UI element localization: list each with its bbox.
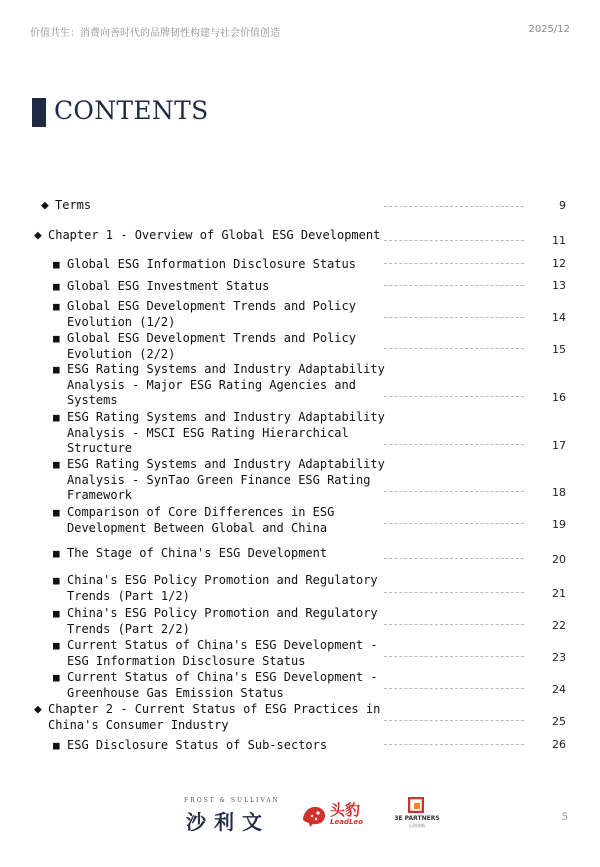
square-bullet-icon: ■ — [53, 300, 60, 313]
toc-page-number: 21 — [552, 587, 566, 600]
toc-label: Chapter 1 - Overview of Global ESG Development — [48, 228, 381, 242]
square-bullet-icon: ■ — [53, 574, 60, 587]
toc-label: Global ESG Development Trends and Policy Evolution (2/2) — [67, 331, 356, 361]
toc-label: Current Status of China's ESG Development - ESG Information Disclosure Status — [67, 638, 378, 668]
toc-page-number: 13 — [552, 279, 566, 292]
logo-text: 3E PARTNERS — [394, 815, 440, 822]
footer-logos — [0, 795, 600, 835]
toc-page-number: 11 — [552, 234, 566, 247]
square-logo-icon — [408, 797, 424, 813]
toc-label: Terms — [55, 198, 92, 212]
dotted-leader — [384, 240, 524, 241]
dotted-leader — [384, 558, 524, 559]
dotted-leader — [384, 285, 524, 286]
toc-label: ESG Rating Systems and Industry Adaptability Analysis - Major ESG Rating Agencies and Systems — [67, 362, 385, 407]
toc-page-number: 23 — [552, 651, 566, 664]
logo-text: FROST & SULLIVAN — [184, 797, 280, 804]
toc-page-number: 16 — [552, 391, 566, 404]
dotted-leader — [384, 592, 524, 593]
square-bullet-icon: ■ — [53, 671, 60, 684]
toc-label: Chapter 2 - Current Status of ESG Practices in China's Consumer Industry — [48, 702, 381, 732]
dotted-leader — [384, 688, 524, 689]
toc-label: ESG Rating Systems and Industry Adaptability Analysis - MSCI ESG Rating Hierarchical Structure — [67, 410, 385, 455]
square-bullet-icon: ■ — [53, 506, 60, 519]
toc-page-number: 26 — [552, 738, 566, 751]
toc-page-number: 18 — [552, 486, 566, 499]
toc-page-number: 20 — [552, 553, 566, 566]
toc-label: Global ESG Information Disclosure Status — [67, 257, 356, 271]
report-date: 2025/12 — [528, 24, 570, 35]
toc-page-number: 15 — [552, 343, 566, 356]
diamond-icon: ◆ — [34, 702, 42, 717]
dotted-leader — [384, 523, 524, 524]
dotted-leader — [384, 396, 524, 397]
square-bullet-icon: ■ — [53, 458, 60, 471]
toc-label: Global ESG Development Trends and Policy Evolution (1/2) — [67, 299, 356, 329]
dotted-leader — [384, 624, 524, 625]
dotted-leader — [384, 720, 524, 721]
toc-page-number: 24 — [552, 683, 566, 696]
toc-page-number: 12 — [552, 257, 566, 270]
dotted-leader — [384, 491, 524, 492]
frost-sullivan-logo — [180, 797, 284, 834]
toc-label: China's ESG Policy Promotion and Regulatory Trends (Part 1/2) — [67, 573, 378, 603]
dotted-leader — [384, 263, 524, 264]
dotted-leader — [384, 317, 524, 318]
leadleo-logo — [300, 799, 370, 831]
page-title: CONTENTS — [54, 96, 209, 125]
logo-text: 山海战略 — [409, 823, 425, 828]
dotted-leader — [384, 206, 524, 207]
square-bullet-icon: ■ — [53, 639, 60, 652]
toc-page-number: 17 — [552, 439, 566, 452]
dotted-leader — [384, 444, 524, 445]
diamond-icon: ◆ — [41, 198, 49, 213]
toc-page-number: 25 — [552, 715, 566, 728]
square-bullet-icon: ■ — [53, 332, 60, 345]
toc-label: ESG Disclosure Status of Sub-sectors — [67, 738, 328, 752]
square-bullet-icon: ■ — [53, 258, 60, 271]
square-bullet-icon: ■ — [53, 280, 60, 293]
square-bullet-icon: ■ — [53, 547, 60, 560]
square-bullet-icon: ■ — [53, 411, 60, 424]
toc-page-number: 9 — [559, 199, 566, 212]
leopard-icon — [300, 801, 328, 829]
toc-label: The Stage of China's ESG Development — [67, 546, 328, 560]
square-bullet-icon: ■ — [53, 363, 60, 376]
page-number: 5 — [561, 812, 568, 823]
toc-label: China's ESG Policy Promotion and Regulatory Trends (Part 2/2) — [67, 606, 378, 636]
logo-text: 头豹 — [330, 801, 361, 819]
square-bullet-icon: ■ — [53, 607, 60, 620]
toc-page-number: 22 — [552, 619, 566, 632]
dotted-leader — [384, 348, 524, 349]
toc-label: ESG Rating Systems and Industry Adaptability Analysis - SynTao Green Finance ESG Rating Framework — [67, 457, 385, 502]
toc-page-number: 19 — [552, 518, 566, 531]
square-bullet-icon: ■ — [53, 739, 60, 752]
dotted-leader — [384, 744, 524, 745]
toc-label: Global ESG Investment Status — [67, 279, 270, 293]
logo-text: LeadLeo — [330, 818, 363, 826]
report-title: 价值共生：消费向善时代的品牌韧性构建与社会价值创造 — [30, 28, 280, 39]
toc-page-number: 14 — [552, 311, 566, 324]
toc-label: Current Status of China's ESG Development - Greenhouse Gas Emission Status — [67, 670, 378, 700]
dotted-leader — [384, 656, 524, 657]
3e-partners-logo — [392, 797, 442, 831]
toc-label: Comparison of Core Differences in ESG Development Between Global and China — [67, 505, 335, 535]
diamond-icon: ◆ — [34, 228, 42, 243]
logo-text: 沙利文 — [186, 810, 270, 834]
